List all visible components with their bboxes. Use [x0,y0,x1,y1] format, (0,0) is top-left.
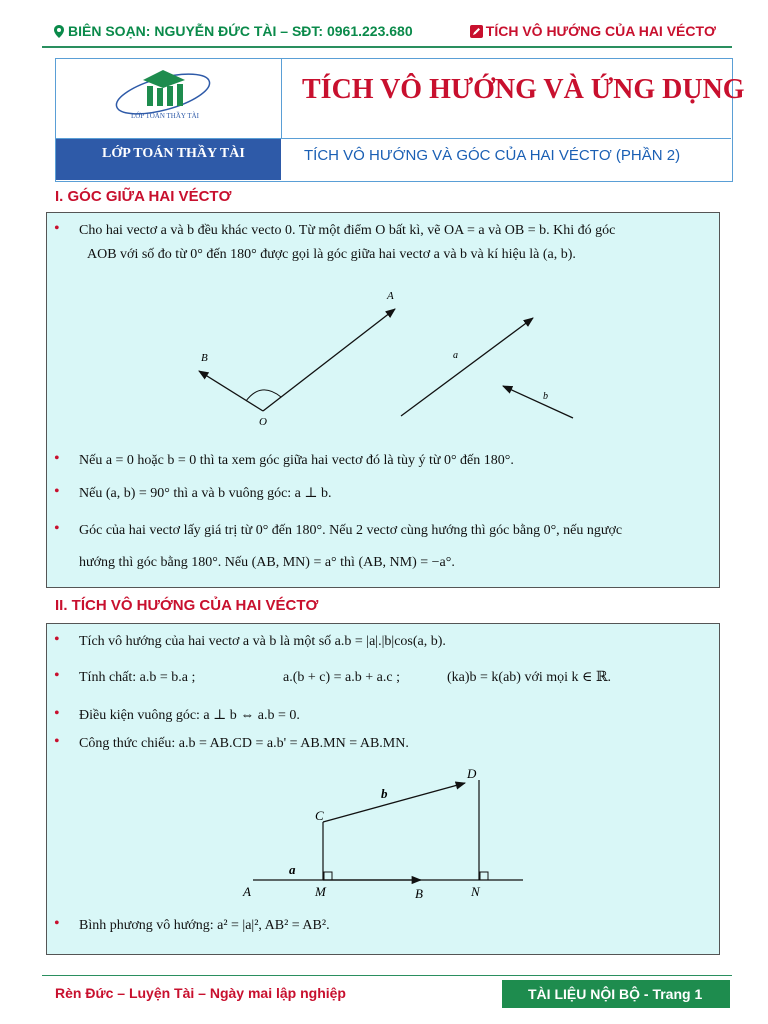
s2-perpendicular: • Điều kiện vuông góc: a ⊥ b ⇔ a.b = 0. [54,705,300,723]
label-M: M [315,884,326,899]
section2-heading: II. TÍCH VÔ HƯỚNG CỦA HAI VÉCTƠ [55,597,319,614]
label-A2: A [243,884,251,899]
right-angle-M [324,872,332,880]
label-O: O [259,416,267,428]
page-title: TÍCH VÔ HƯỚNG VÀ ỨNG DỤNG [302,74,745,105]
label-b2: b [381,786,388,801]
title-cell [282,58,745,139]
header-topic [470,23,716,39]
label-B: B [201,352,208,364]
header-author [54,23,413,39]
label-N: N [471,884,480,899]
logo-cell [55,58,282,139]
label-D: D [467,766,477,781]
s2-square: • Bình phương vô hướng: a² = |a|², AB² = AB². [54,915,330,933]
location-pin-icon [54,25,64,38]
angle-figure [47,273,719,433]
section1-box [46,212,720,588]
footer-page: TÀI LIỆU NỘI BỘ - Trang 1 [528,986,703,1002]
s1-paragraph1-line1: • Cho hai vectơ a và b đều khác vecto 0. Từ một điểm O bất kì, vẽ OA = a và OB = b. Khi đó góc [54,220,616,238]
vector-a [401,318,533,416]
header-author-text: BIÊN SOẠN: NGUYỄN ĐỨC TÀI – SĐT: 0961.223.680 [68,23,413,39]
logo-icon [55,58,281,138]
right-angle-N [480,872,488,880]
label-a: a [453,350,458,361]
s2-properties-3: (ka)b = k(ab) với mọi k ∈ ℝ. [447,670,612,685]
s1-paragraph3: • Nếu (a, b) = 90° thì a và b vuông góc: a ⊥ b. [54,483,332,501]
footer-motto: Rèn Đức – Luyện Tài – Ngày mai lập nghiệp [55,985,346,1001]
vector-OA [263,309,395,411]
s1-paragraph2: • Nếu a = 0 hoặc b = 0 thì ta xem góc giữa hai vectơ đó là tùy ý từ 0° đến 180°. [54,450,514,468]
projection-figure [47,762,719,902]
s2-properties-2: a.(b + c) = a.b + a.c ; [283,670,400,685]
label-a2: a [289,862,296,877]
class-label: LỚP TOÁN THẦY TÀI [102,146,245,161]
s1-paragraph4-line2: hướng thì góc bằng 180°. Nếu (AB, MN) = a° thì (AB, NM) = −a°. [79,555,455,570]
label-C: C [315,808,324,823]
edit-icon [470,25,483,38]
s2-properties-1: • Tính chất: a.b = b.a ; [54,667,196,685]
subtitle-cell [282,139,731,180]
vector-b-CD [323,783,465,822]
s1-paragraph4-line1: • Góc của hai vectơ lấy giá trị từ 0° đến 180°. Nếu 2 vectơ cùng hướng thì góc bằng 0°, nếu ngược [54,520,623,538]
section2-box [46,623,720,955]
vector-b [503,386,573,418]
label-b: b [543,391,548,402]
s2-projection: • Công thức chiếu: a.b = AB.CD = a.b' = AB.MN = AB.MN. [54,733,409,751]
vector-OB [199,371,263,411]
s1-paragraph1-line2: AOB với số đo từ 0° đến 180° được gọi là góc giữa hai vectơ a và b và kí hiệu là (a, b). [87,247,576,262]
logo-text: LỚP TOÁN THẦY TÀI [131,112,199,120]
angle-arc [246,390,281,401]
bullet-icon: • [54,220,60,237]
page-subtitle: TÍCH VÔ HƯỚNG VÀ GÓC CỦA HAI VÉCTƠ (PHẦN 2) [304,147,681,164]
header-bar [40,20,730,44]
footer-divider [42,975,732,976]
class-cell [56,139,281,180]
label-A: A [387,290,394,302]
label-B2: B [415,886,423,901]
header-divider [42,46,732,48]
s2-definition: • Tích vô hướng của hai vectơ a và b là một số a.b = |a|.|b|cos(a, b). [54,631,446,649]
header-topic-text: TÍCH VÔ HƯỚNG CỦA HAI VÉCTƠ [485,23,716,39]
section1-heading: I. GÓC GIỮA HAI VÉCTƠ [55,188,232,205]
footer-page-badge [502,980,730,1008]
